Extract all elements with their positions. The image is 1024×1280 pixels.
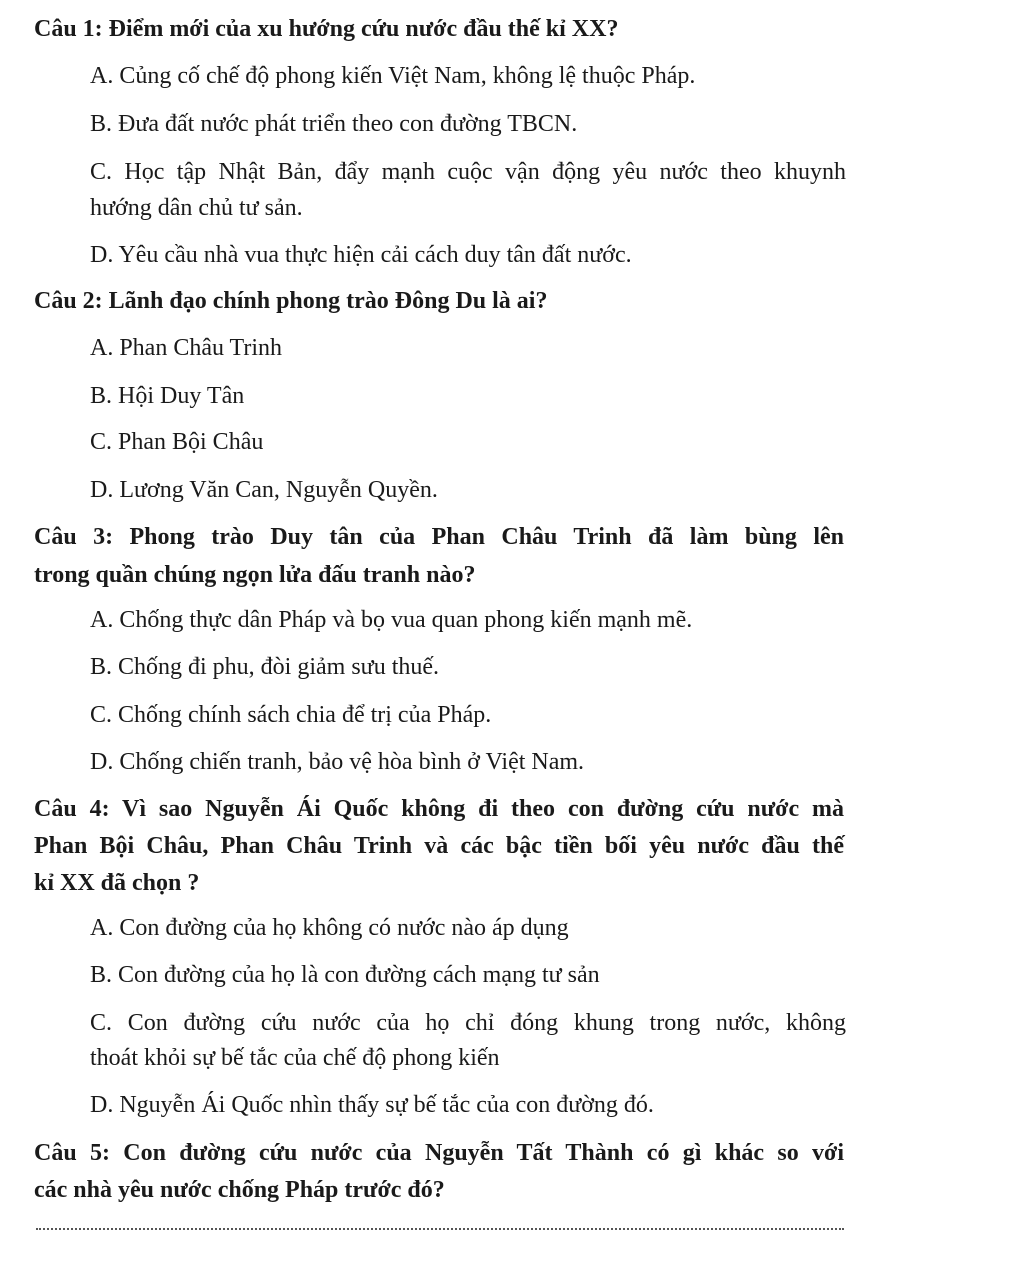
question-1-option-c: C. Học tập Nhật Bản, đẩy mạnh cuộc vận động yêu nước theo khuynh bbox=[90, 159, 846, 185]
question-2-title: Câu 2: Lãnh đạo chính phong trào Đông Du là ai? bbox=[34, 288, 548, 314]
question-5-title-line-2: các nhà yêu nước chống Pháp trước đó? bbox=[34, 1177, 445, 1203]
question-1-option-d: D. Yêu cầu nhà vua thực hiện cải cách duy tân đất nước. bbox=[90, 242, 632, 268]
question-2-option-c: C. Phan Bội Châu bbox=[90, 429, 264, 455]
question-2-option-b: B. Hội Duy Tân bbox=[90, 383, 245, 409]
question-3-option-a: A. Chống thực dân Pháp và bọ vua quan phong kiến mạnh mẽ. bbox=[90, 607, 693, 633]
question-2-option-d: D. Lương Văn Can, Nguyễn Quyền. bbox=[90, 477, 438, 503]
question-4-title-line-1: Câu 4: Vì sao Nguyễn Ái Quốc không đi theo con đường cứu nước mà bbox=[34, 796, 844, 822]
question-4-title-line-2: Phan Bội Châu, Phan Châu Trinh và các bậc tiền bối yêu nước đầu thế bbox=[34, 833, 844, 859]
question-1-option-b: B. Đưa đất nước phát triển theo con đường TBCN. bbox=[90, 111, 578, 137]
question-4-option-d: D. Nguyễn Ái Quốc nhìn thấy sự bế tắc của con đường đó. bbox=[90, 1092, 654, 1118]
question-3-title-line-1: Câu 3: Phong trào Duy tân của Phan Châu Trinh đã làm bùng lên bbox=[34, 524, 844, 550]
question-1-option-c-continued: hướng dân chủ tư sản. bbox=[90, 195, 303, 221]
question-1-option-a: A. Củng cố chế độ phong kiến Việt Nam, không lệ thuộc Pháp. bbox=[90, 63, 696, 89]
question-5-title-line-1: Câu 5: Con đường cứu nước của Nguyễn Tất Thành có gì khác so với bbox=[34, 1140, 844, 1166]
answer-dotted-line bbox=[36, 1228, 844, 1230]
question-2-option-a: A. Phan Châu Trinh bbox=[90, 335, 283, 361]
question-4-option-c-continued: thoát khỏi sự bế tắc của chế độ phong kiến bbox=[90, 1045, 500, 1071]
question-3-option-d: D. Chống chiến tranh, bảo vệ hòa bình ở Việt Nam. bbox=[90, 749, 585, 775]
question-3-option-b: B. Chống đi phu, đòi giảm sưu thuế. bbox=[90, 654, 440, 680]
question-4-title-line-3: kỉ XX đã chọn ? bbox=[34, 870, 200, 896]
question-3-option-c: C. Chống chính sách chia để trị của Pháp. bbox=[90, 702, 492, 728]
question-3-title-line-2: trong quần chúng ngọn lửa đấu tranh nào? bbox=[34, 562, 476, 588]
question-4-option-b: B. Con đường của họ là con đường cách mạng tư sản bbox=[90, 962, 600, 988]
question-4-option-c: C. Con đường cứu nước của họ chỉ đóng khung trong nước, không bbox=[90, 1010, 846, 1036]
question-1-title: Câu 1: Điểm mới của xu hướng cứu nước đầu thế kỉ XX? bbox=[34, 16, 619, 42]
question-4-option-a: A. Con đường của họ không có nước nào áp dụng bbox=[90, 915, 569, 941]
